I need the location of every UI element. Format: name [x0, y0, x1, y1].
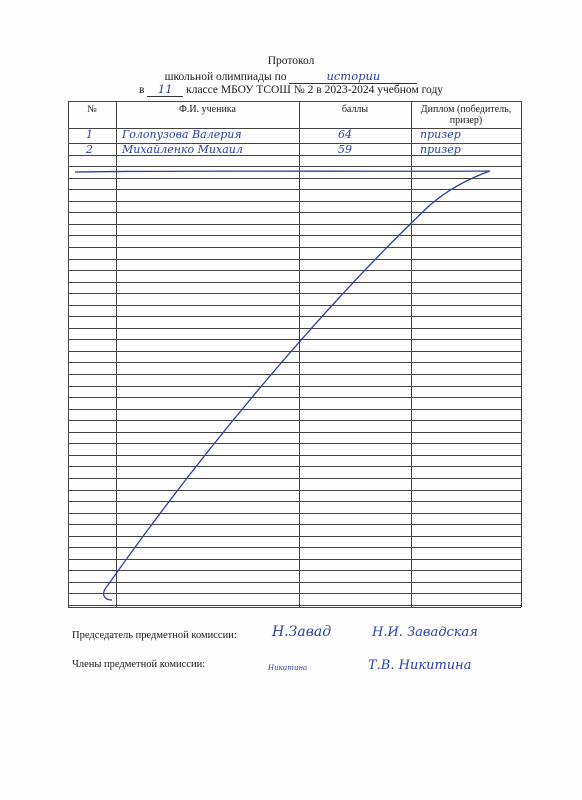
student-name: Голопузова Валерия	[122, 128, 242, 141]
members-name: Т.В. Никитина	[368, 658, 472, 673]
student-name: Михайленко Михаил	[122, 143, 243, 156]
student-diploma: призер	[420, 143, 461, 156]
chair-name: Н.И. Завадская	[372, 625, 478, 640]
chair-label: Председатель предметной комиссии:	[72, 630, 237, 641]
class-prefix: в	[138, 84, 145, 96]
members-signature: Никитина	[268, 664, 308, 672]
protocol-title: Протокол	[267, 55, 315, 67]
row-number: 2	[86, 143, 93, 156]
student-score: 59	[338, 143, 352, 156]
col-header-number: №	[87, 104, 97, 115]
class-suffix: классе МБОУ ТСОШ № 2 в 2023-2024 учебном году	[186, 84, 444, 96]
student-diploma: призер	[420, 128, 461, 141]
chair-signature: Н.Завад	[272, 624, 332, 640]
grade-handwritten: 11	[157, 82, 173, 96]
student-score: 64	[338, 128, 352, 141]
members-label: Члены предметной комиссии:	[72, 659, 206, 670]
col-header-diploma: Диплом (победитель, призер)	[420, 104, 512, 126]
olympiad-prefix: школьной олимпиады по	[164, 71, 287, 83]
col-header-name: Ф.И. ученика	[179, 104, 236, 115]
subject-handwritten: истории	[326, 69, 381, 83]
row-number: 1	[86, 128, 93, 141]
col-header-score: баллы	[341, 104, 369, 115]
